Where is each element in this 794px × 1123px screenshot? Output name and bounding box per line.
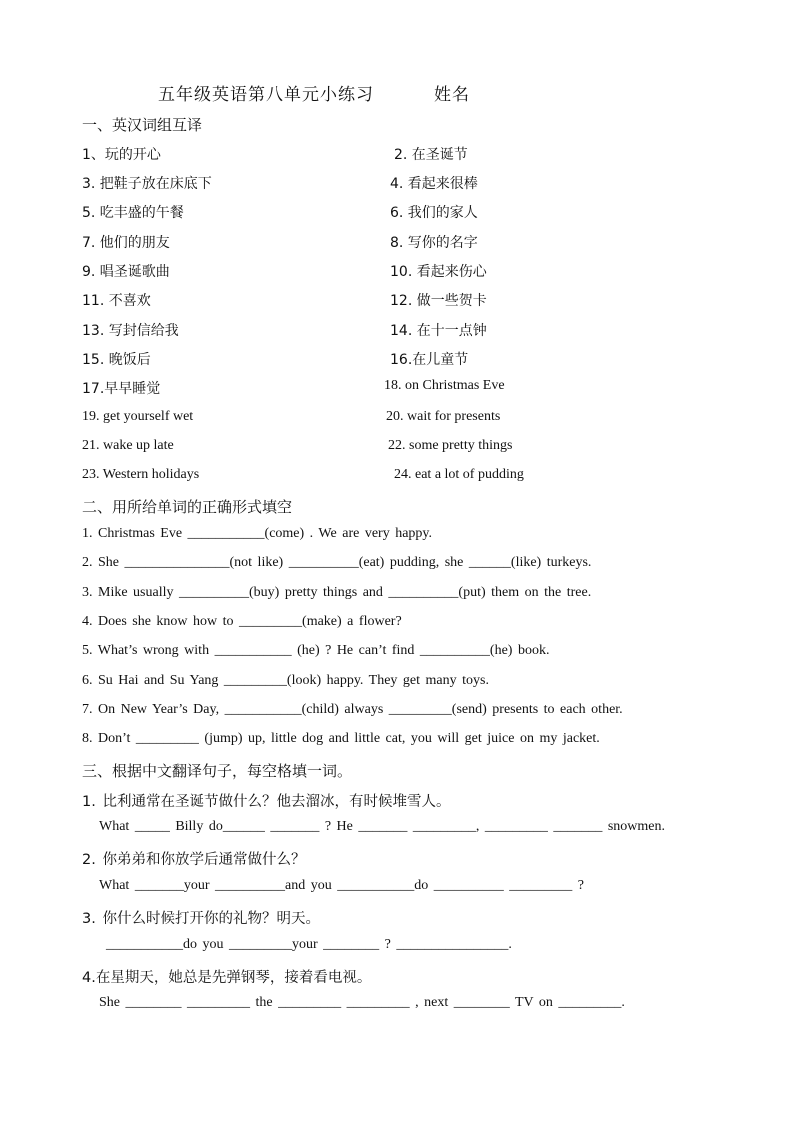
section3-heading: 三、根据中文翻译句子，每空格填一词。 bbox=[82, 762, 353, 780]
vocab-row bbox=[82, 261, 742, 283]
translation-answer: What _____ Billy do______ _______ ? He _______ _________, _________ _______ snowmen. bbox=[99, 819, 666, 834]
translation-answer: What _______your __________and you ___________do __________ _________ ? bbox=[99, 878, 584, 893]
section2-heading: 二、用所给单词的正确形式填空 bbox=[82, 498, 293, 516]
vocab-row bbox=[82, 320, 742, 342]
fill-in-sentence: 6. Su Hai and Su Yang _________(look) happy. They get many toys. bbox=[82, 673, 489, 688]
fill-in-sentence: 2. She _______________(not like) __________(eat) pudding, she ______(like) turkeys. bbox=[82, 555, 592, 570]
section1-heading: 一、英汉词组互译 bbox=[82, 116, 203, 134]
vocab-item: 15. 晚饭后 bbox=[82, 352, 151, 368]
fill-in-sentence: 1. Christmas Eve ___________(come) . We are very happy. bbox=[82, 526, 433, 541]
vocab-row bbox=[82, 349, 742, 371]
vocab-row bbox=[82, 290, 742, 312]
vocab-row bbox=[82, 467, 742, 489]
vocab-item: 4. 看起来很棒 bbox=[390, 176, 478, 192]
translation-prompt: 4.在星期天，她总是先弹钢琴，接着看电视。 bbox=[82, 970, 372, 986]
vocab-row bbox=[82, 438, 742, 460]
translation-prompt: 3. 你什么时候打开你的礼物？明天。 bbox=[82, 911, 320, 927]
vocab-item: 2. 在圣诞节 bbox=[394, 147, 468, 163]
vocab-row bbox=[82, 144, 742, 166]
worksheet-title: 五年级英语第八单元小练习 bbox=[158, 85, 374, 105]
fill-in-sentence: 5. What’s wrong with ___________ (he) ? He can’t find __________(he) book. bbox=[82, 643, 550, 658]
vocab-row bbox=[82, 202, 742, 224]
vocab-row bbox=[82, 232, 742, 254]
vocab-item: 5. 吃丰盛的午餐 bbox=[82, 205, 184, 221]
vocab-item: 14. 在十一点钟 bbox=[390, 323, 487, 339]
vocab-item: 20. wait for presents bbox=[386, 409, 501, 424]
vocab-item: 21. wake up late bbox=[82, 438, 174, 453]
translation-prompt: 1. 比利通常在圣诞节做什么？他去溜冰，有时候堆雪人。 bbox=[82, 794, 451, 810]
page-title bbox=[158, 80, 470, 105]
vocab-item: 24. eat a lot of pudding bbox=[394, 467, 524, 482]
vocab-item: 9. 唱圣诞歌曲 bbox=[82, 264, 170, 280]
vocab-item: 19. get yourself wet bbox=[82, 409, 194, 424]
vocab-item: 3. 把鞋子放在床底下 bbox=[82, 176, 212, 192]
vocab-item: 22. some pretty things bbox=[388, 438, 513, 453]
vocab-item: 13. 写封信给我 bbox=[82, 323, 179, 339]
vocab-row bbox=[82, 173, 742, 195]
vocab-item: 23. Western holidays bbox=[82, 467, 200, 482]
vocab-item: 7. 他们的朋友 bbox=[82, 235, 170, 251]
fill-in-sentence: 4. Does she know how to _________(make) a flower? bbox=[82, 614, 402, 629]
vocab-item: 12. 做一些贺卡 bbox=[390, 293, 487, 309]
vocab-row bbox=[82, 409, 742, 431]
vocab-row bbox=[82, 378, 742, 400]
name-label: 姓名 bbox=[434, 85, 470, 105]
vocab-item: 6. 我们的家人 bbox=[390, 205, 478, 221]
translation-answer: She ________ _________ the _________ _________ , next ________ TV on _________. bbox=[99, 995, 625, 1010]
vocab-item: 17.早早睡觉 bbox=[82, 381, 161, 397]
vocab-item: 10. 看起来伤心 bbox=[390, 264, 487, 280]
fill-in-sentence: 7. On New Year’s Day, ___________(child) always _________(send) presents to each other. bbox=[82, 702, 623, 717]
vocab-item: 1、玩的开心 bbox=[82, 147, 161, 163]
vocab-item: 18. on Christmas Eve bbox=[384, 378, 505, 393]
vocab-item: 11. 不喜欢 bbox=[82, 293, 151, 309]
translation-answer: ___________do you _________your ________ ? ________________. bbox=[106, 937, 512, 952]
vocab-item: 16.在儿童节 bbox=[390, 352, 469, 368]
vocab-item: 8. 写你的名字 bbox=[390, 235, 478, 251]
fill-in-sentence: 8. Don’t _________ (jump) up, little dog and little cat, you will get juice on my jacket. bbox=[82, 731, 600, 746]
fill-in-sentence: 3. Mike usually __________(buy) pretty things and __________(put) them on the tree. bbox=[82, 585, 592, 600]
translation-prompt: 2. 你弟弟和你放学后通常做什么？ bbox=[82, 852, 306, 868]
